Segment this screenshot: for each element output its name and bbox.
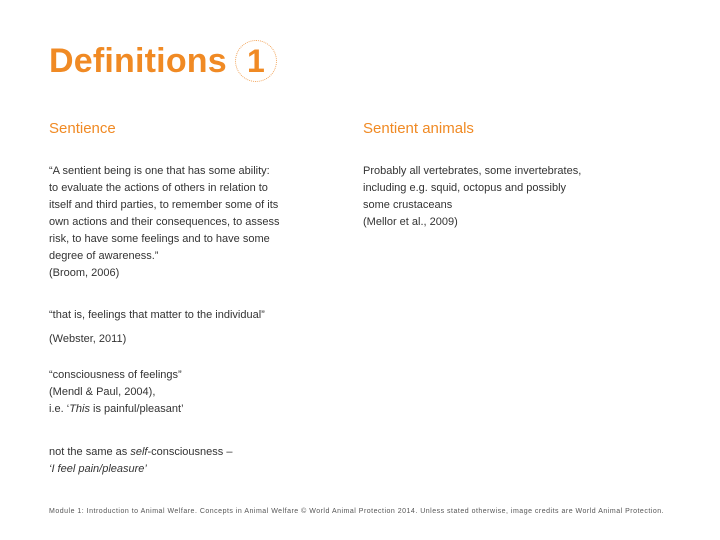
not-same-line: [49, 444, 369, 461]
slide-title: Definitions: [49, 41, 227, 80]
title-number-badge: 1: [235, 40, 277, 82]
mellor-citation: (Mellor et al., 2009): [363, 216, 458, 228]
sentient-animals-text: [363, 163, 663, 231]
animals-line: including e.g. squid, octopus and possibly: [363, 182, 567, 194]
ie-prefix: i.e. ‘: [49, 403, 70, 415]
ie-line: [49, 401, 369, 418]
quote-line: itself and third parties, to remember some of its: [49, 199, 279, 211]
not-same-prefix: not the same as: [49, 446, 131, 458]
quote-line: to evaluate the actions of others in relation to: [49, 182, 268, 194]
sentient-animals-heading: Sentient animals: [363, 120, 474, 137]
quote-line: risk, to have some feelings and to have some: [49, 233, 270, 245]
quote-line: “A sentient being is one that has some ability:: [49, 165, 270, 177]
feel-line: ‘I feel pain/pleasure’: [49, 463, 147, 475]
self-consciousness-block: [49, 444, 369, 478]
ie-suffix: is painful/pleasant’: [89, 403, 184, 415]
sentience-heading: Sentience: [49, 120, 116, 137]
mendl-quote-block: [49, 367, 369, 418]
broom-citation: (Broom, 2006): [49, 267, 120, 279]
animals-line: some crustaceans: [363, 199, 453, 211]
webster-quote-block: [49, 307, 369, 348]
quote-line: degree of awareness.”: [49, 250, 159, 262]
broom-quote: [49, 163, 339, 282]
quote-line: own actions and their consequences, to assess: [49, 216, 280, 228]
animals-line: Probably all vertebrates, some invertebrates,: [363, 165, 582, 177]
footer-credits: Module 1: Introduction to Animal Welfare. Concepts in Animal Welfare © World Animal Protection 2014. Unless stated otherwise, image credits are World Animal Protection.: [49, 508, 665, 515]
webster-quote: “that is, feelings that matter to the individual”: [49, 309, 265, 321]
mendl-citation: (Mendl & Paul, 2004),: [49, 386, 156, 398]
mendl-quote: “consciousness of feelings”: [49, 369, 182, 381]
title-block: [49, 40, 277, 82]
not-same-italic: self: [130, 446, 148, 458]
not-same-suffix: -consciousness –: [147, 446, 233, 458]
webster-citation: (Webster, 2011): [49, 333, 127, 345]
ie-italic: This: [69, 403, 90, 415]
